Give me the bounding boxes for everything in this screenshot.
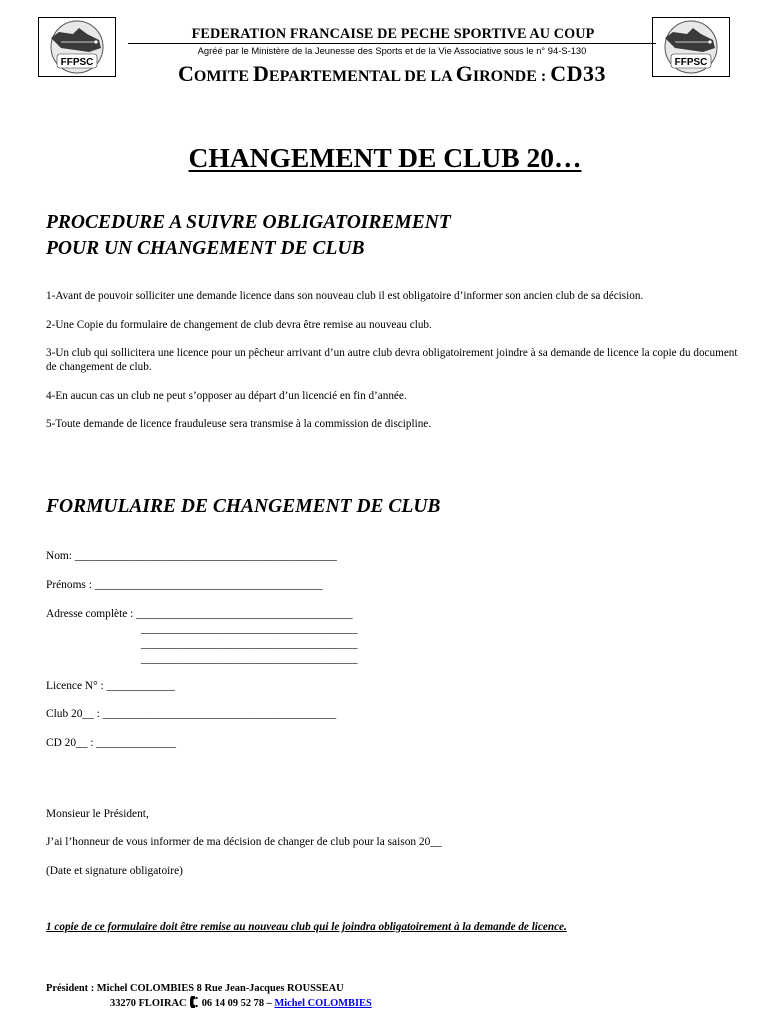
logo-text: FFPSC: [60, 57, 94, 68]
agrement-line: Agréé par le Ministère de la Jeunesse des Sports et de la Vie Associative sous le n° 94-S-130: [197, 45, 587, 56]
adresse-field[interactable]: Adresse complète : ______________________________________: [46, 608, 353, 620]
footer-address: 33270 FLOIRAC: [110, 998, 187, 1009]
procedure-item: 5-Toute demande de licence frauduleuse sera transmise à la commission de discipline.: [46, 418, 432, 430]
federation-title: FEDERATION FRANCAISE DE PECHE SPORTIVE AU COUP: [191, 26, 595, 42]
procedure-item: 1-Avant de pouvoir solliciter une demande licence dans son nouveau club il est obligatoire d’informer son ancien club de sa décision.: [46, 290, 644, 302]
contact-link[interactable]: Michel COLOMBIES: [274, 998, 372, 1009]
procedure-item: 2-Une Copie du formulaire de changement de club devra être remise au nouveau club.: [46, 319, 432, 331]
prenoms-field[interactable]: Prénoms : ________________________________________: [46, 579, 323, 591]
header-divider: [128, 43, 656, 44]
letter-salutation: Monsieur le Président,: [46, 808, 149, 820]
comite-initial-g: G: [455, 61, 473, 86]
comite-initial-d: D: [253, 61, 269, 86]
letter-signature-note: (Date et signature obligatoire): [46, 865, 183, 877]
adresse-line-3[interactable]: ______________________________________: [141, 638, 358, 650]
comite-title: [128, 61, 656, 87]
comite-initial-c: C: [177, 61, 194, 86]
procedure-title-line-2: POUR UN CHANGEMENT DE CLUB: [46, 238, 365, 259]
page-title: CHANGEMENT DE CLUB 20…: [188, 142, 582, 173]
ffpsc-logo-right: [652, 17, 730, 77]
copy-notice: 1 copie de ce formulaire doit être remise au nouveau club qui le joindra obligatoirement à la demande de licence.: [46, 921, 567, 933]
phone-icon: [190, 996, 198, 1013]
comite-code: CD33: [550, 61, 607, 86]
letter-body: J’ai l’honneur de vous informer de ma décision de changer de club pour la saison 20__: [46, 836, 442, 848]
footer: [46, 982, 372, 1013]
club-field[interactable]: Club 20__ : _________________________________________: [46, 708, 337, 720]
procedure-title-line-1: PROCEDURE A SUIVRE OBLIGATOIREMENT: [46, 212, 451, 233]
cd-field[interactable]: CD 20__ : ______________: [46, 737, 177, 749]
footer-line-2: [46, 996, 372, 1013]
procedure-title: [46, 210, 451, 262]
ffpsc-logo-left: [38, 17, 116, 77]
footer-phone: 06 14 09 52 78 –: [199, 998, 275, 1009]
adresse-line-2[interactable]: ______________________________________: [141, 623, 358, 635]
form-title: FORMULAIRE DE CHANGEMENT DE CLUB: [46, 496, 441, 517]
nom-field[interactable]: Nom: ______________________________________________: [46, 550, 337, 562]
procedure-item: 4-En aucun cas un club ne peut s’opposer au départ d’un licencié en fin d’année.: [46, 390, 407, 402]
comite-part-3: IRONDE :: [472, 68, 551, 85]
licence-field[interactable]: Licence N° : ____________: [46, 680, 175, 692]
procedure-item: 3-Un club qui sollicitera une licence pour un pêcheur arrivant d’un autre club devra obligatoirement joindre à sa demande de licence la copie du document de changement de club.: [46, 347, 738, 373]
footer-line-1: Président : Michel COLOMBIES 8 Rue Jean-Jacques ROUSSEAU: [46, 983, 344, 994]
logo-text: FFPSC: [674, 57, 708, 68]
comite-part-1: OMITE: [193, 68, 253, 85]
adresse-line-4[interactable]: ______________________________________: [141, 653, 358, 665]
comite-part-2: EPARTEMENTAL DE LA: [268, 68, 456, 85]
